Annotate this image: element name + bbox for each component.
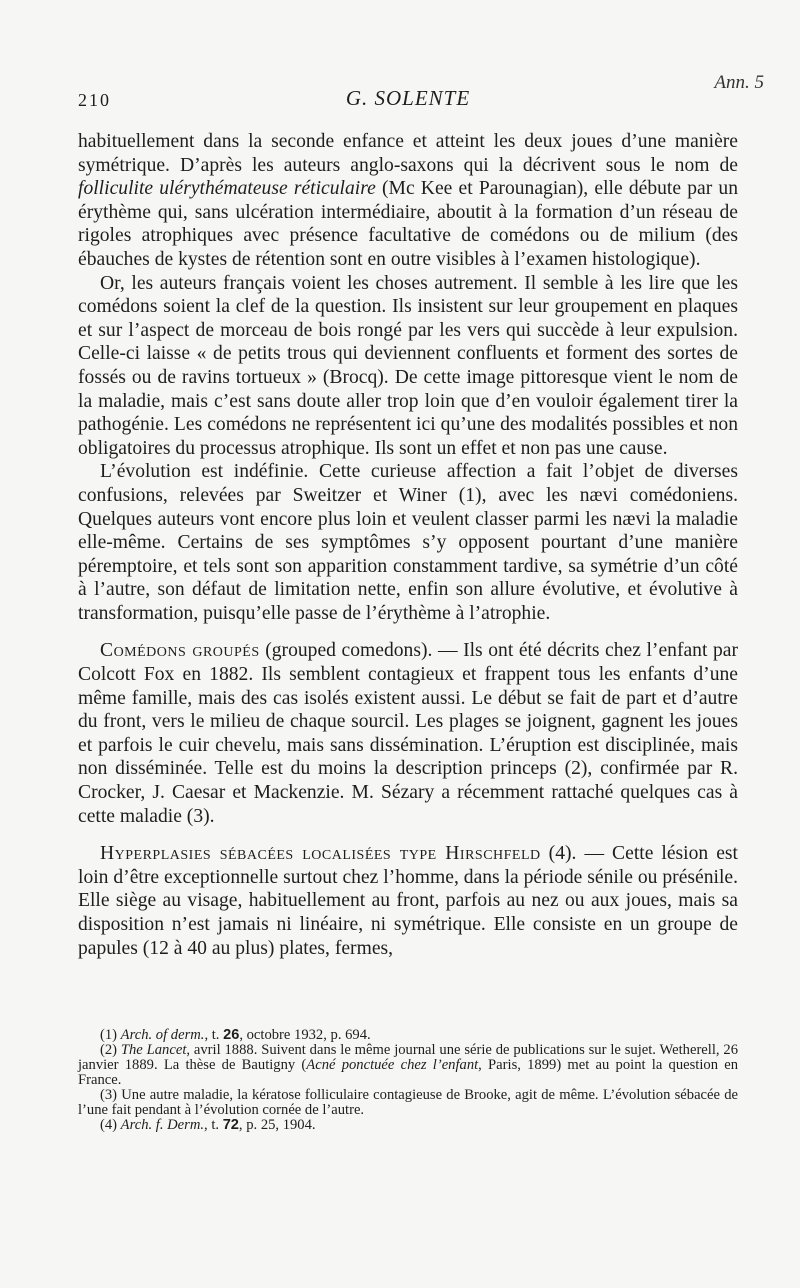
- footnote-text-run: , Paris, 1899) met au point la question en France.: [78, 1057, 739, 1088]
- footnote-text-run: , p. 25, 1904.: [238, 1117, 316, 1133]
- paragraph-1: [78, 130, 738, 272]
- footnote-text-run: , avril 1888. Suivent dans le même journal une série de publications sur le sujet. Wetherell, 26 janvier 1889. La thèse de Bautigny (: [78, 1042, 738, 1073]
- footnote-3: [78, 1088, 738, 1118]
- paragraph-text-run: L’évolution est indéfinie. Cette curieuse affection a fait l’objet de diverses confusions, relevées par Sweitzer et Winer (1), avec les nævi comédoniens. Quelques auteurs vont encore plus loin et veulent classer parmi les nævi la maladie elle-même. Certains de ses symptômes s’y opposent pourtant d’une manière péremptoire, et tels sont son apparition constamment tardive, sa symétrie d’un côté à l’autre, son défaut de limitation nette, enfin son allure évolutive, et évolutive à transformation, puisqu’elle passe de l’érythème à l’atrophie.: [78, 461, 738, 624]
- footnote-4: [78, 1118, 738, 1133]
- footnote-text-run: 72: [222, 1117, 239, 1133]
- paragraph-text-run: folliculite ulérythémateuse réticulaire: [78, 178, 376, 200]
- footnote-text-run: Arch. of derm.: [120, 1027, 205, 1043]
- footnotes: [78, 1028, 738, 1133]
- paragraph-text-run: (4). — Cette lésion est loin d’être exceptionnelle surtout chez l’homme, dans la période sénile ou présénile. Elle siège au visage, habituellement au front, parfois au nez ou aux joues, mais sa disposition n’est jamais ni linéaire, ni symétrique. Elle consiste en un groupe de papules (12 à 40 au plus) plates, fermes,: [78, 843, 739, 959]
- page-header: [78, 86, 738, 116]
- paragraph-2: [78, 272, 738, 461]
- paragraph-text-run: Or, les auteurs français voient les choses autrement. Il semble à les lire que les comédons soient la clef de la question. Ils insistent sur leur groupement en plaques et sur l’aspect de morceau de bois rongé par les vers qui succède à leur expulsion. Celle-ci laisse « de petits trous qui deviennent confluents et forment des sortes de fossés ou de ravins tortueux » (Brocq). De cette image pittoresque vient le nom de la maladie, mais c’est sans doute aller trop loin que d’en vouloir également tirer la pathogénie. Les comédons ne représentent ici qu’une des modalités possibles et non obligatoires du processus atrophique. Ils sont un effet et non pas une cause.: [78, 272, 738, 459]
- paragraph-5: [78, 842, 738, 960]
- footnote-text-run: (1): [100, 1027, 121, 1043]
- footnote-text-run: , octobre 1932, p. 694.: [239, 1027, 371, 1043]
- paragraph-text-run: Comédons groupés: [100, 640, 260, 662]
- paragraph-text-run: Hyperplasies sébacées localisées type Hirschfeld: [100, 843, 541, 865]
- handwritten-annotation: Ann. 5: [714, 72, 764, 93]
- footnote-text-run: 26: [223, 1027, 240, 1043]
- footnote-text-run: Acné ponctuée chez l’enfant: [306, 1057, 479, 1073]
- footnote-1: [78, 1028, 738, 1043]
- running-title: G. SOLENTE: [345, 86, 471, 110]
- footnote-text-run: The Lancet: [120, 1042, 187, 1058]
- paragraph-text-run: (Mc Kee et Parounagian), elle débute par un érythème qui, sans ulcération intermédiaire, aboutit à la formation d’un réseau de rigoles atrophiques avec présence facultative de comédons ou de milium (des ébauches de kystes de rétention sont en outre visibles à l’examen histologique).: [78, 178, 739, 270]
- footnote-2: [78, 1043, 738, 1088]
- footnote-text-run: (3) Une autre maladie, la kératose folliculaire contagieuse de Brooke, agit de même. L’évolution sébacée de l’une fait pendant à l’évolution cornée de l’autre.: [78, 1087, 738, 1118]
- footnote-text-run: (4): [100, 1117, 121, 1133]
- paragraph-3: [78, 460, 738, 625]
- footnote-text-run: (2): [100, 1042, 121, 1058]
- footnote-text-run: , t.: [204, 1117, 223, 1133]
- footnote-text-run: Arch. f. Derm.: [120, 1117, 205, 1133]
- paragraph-text-run: (grouped comedons). — Ils ont été décrits chez l’enfant par Colcott Fox en 1882. Ils semblent contagieux et frappent tous les enfants d’une même famille, mais des cas isolés existent aussi. Le début se fait de part et d’autre du front, vers le milieu de chaque sourcil. Les plages se joignent, gagnent les joues et parfois le cuir chevelu, mais sans dissémination. L’éruption est disciplinée, mais non disséminée. Telle est du moins la description princeps (2), confirmée par R. Crocker, J. Caesar et Mackenzie. M. Sézary a récemment rattaché quelques cas à cette maladie (3).: [78, 640, 738, 827]
- page-number: 210: [78, 90, 111, 110]
- paragraph-text-run: habituellement dans la seconde enfance et atteint les deux joues d’une manière symétrique. D’après les auteurs anglo-saxons qui la décrivent sous le nom de: [78, 131, 738, 176]
- body-text: [78, 130, 738, 960]
- footnote-text-run: , t.: [204, 1027, 224, 1043]
- paragraph-4: [78, 639, 738, 828]
